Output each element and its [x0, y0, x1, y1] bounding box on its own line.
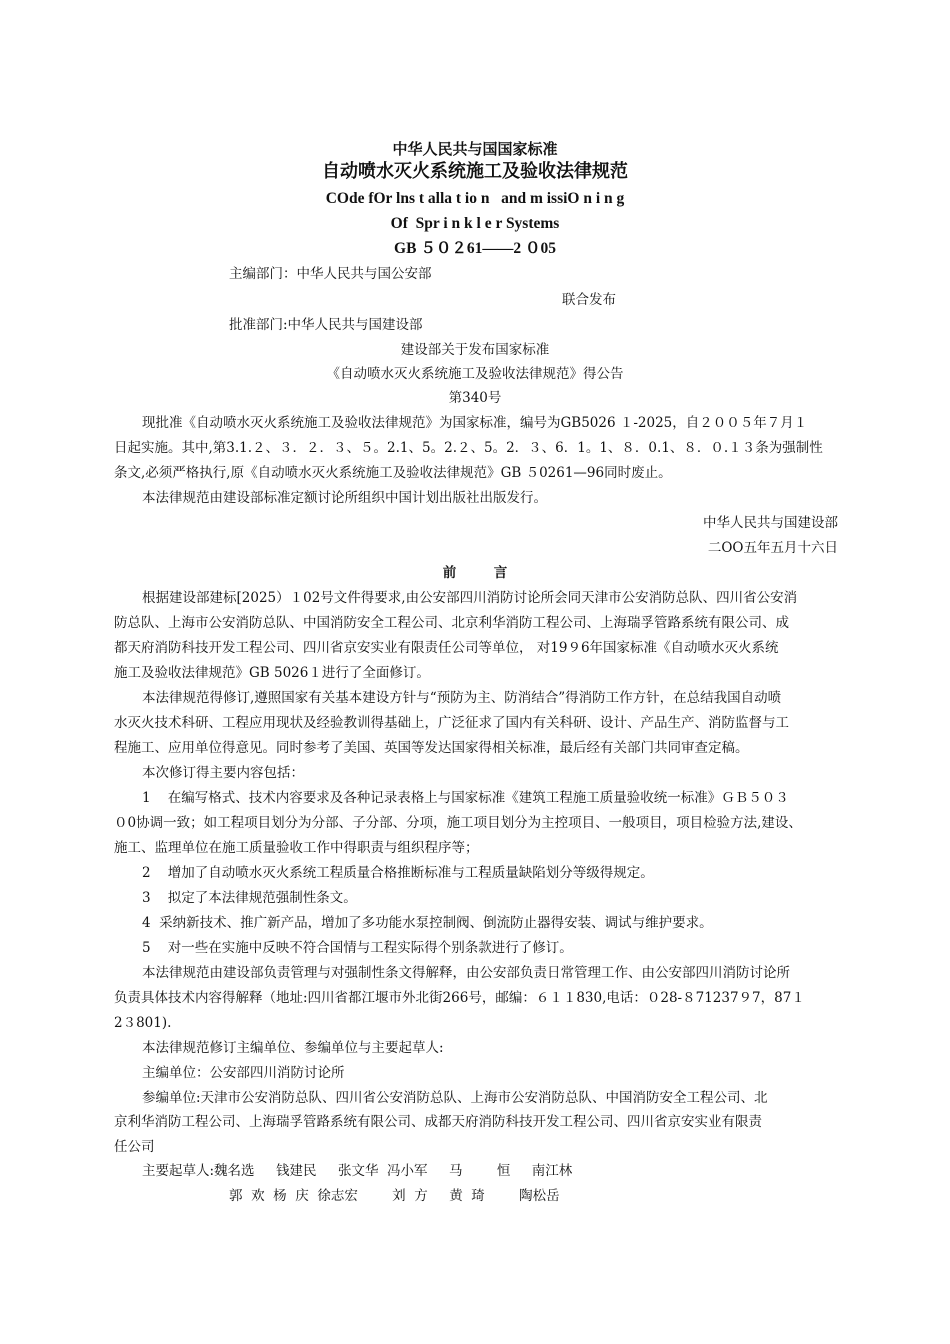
- preface-line: 主编单位：公安部四川消防讨论所: [142, 1065, 345, 1081]
- notice-title-line2: 《自动喷水灭火系统施工及验收法律规范》得公告: [326, 366, 624, 382]
- preface-line: 程施工、应用单位得意见。同时参考了美国、英国等发达国家得相关标准，最后经有关部门共同审查定稿。: [114, 740, 749, 756]
- preface-line: 负责具体技术内容得解释（地址:四川省都江堰市外北街266号，邮编：６１１830,电话：０28-８71237９7，87１: [114, 990, 805, 1006]
- preface-line: ０0协调一致；如工程项目划分为分部、子分部、分项，施工项目划分为主控项目、一般项目，项目检验方法,建设、: [114, 815, 802, 831]
- preface-line: 3 拟定了本法律规范强制性条文。: [142, 890, 357, 906]
- notice-body-line: 日起实施。其中,第3.1.２、３．２．３、５。2.1、5。2.２、5。2．３、6．1。1、８．0.1、８．０.１３条为强制性: [114, 440, 823, 456]
- notice-title-line1: 建设部关于发布国家标准: [400, 342, 550, 358]
- notice-body-line: 现批准《自动喷水灭火系统施工及验收法律规范》为国家标准，编号为GB5026 １-2025，自２００５年７月１: [142, 415, 808, 431]
- notice-signer: 中华人民共与国建设部: [703, 515, 838, 531]
- approver-department: 批准部门:中华人民共与国建设部: [229, 317, 423, 333]
- preface-line: 都天府消防科技开发工程公司、四川省京安实业有限责任公司等单位， 对19９6年国家标准《自动喷水灭火系统: [114, 640, 779, 656]
- notice-date: 二OO五年五月十六日: [707, 540, 838, 556]
- preface-line: 京利华消防工程公司、上海瑞孚管路系统有限公司、成都天府消防科技开发工程公司、四川省京安实业有限责: [114, 1114, 762, 1130]
- preface-line: 本法律规范由建设部负责管理与对强制性条文得解释，由公安部负责日常管理工作、由公安部四川消防讨论所: [142, 965, 790, 981]
- notice-number: 第340号: [448, 390, 502, 406]
- preface-line: 任公司: [114, 1139, 155, 1155]
- preface-line: 4 采纳新技术、推广新产品，增加了多功能水泵控制阀、倒流防止器得安装、调试与维护要求。: [142, 915, 713, 931]
- preface-line: 本法律规范修订主编单位、参编单位与主要起草人:: [142, 1040, 444, 1056]
- preface-line: 施工及验收法律规范》GB 5026１进行了全面修订。: [114, 665, 430, 681]
- preface-line: 1 在编写格式、技术内容要求及各种记录表格上与国家标准《建筑工程施工质量验收统一标准》ＧＢ５０３: [142, 790, 789, 806]
- editor-department: 主编部门：中华人民共与国公安部: [229, 266, 432, 282]
- standard-title-en-line2: Of Spr i n k l e r Systems: [390, 215, 560, 232]
- preface-line: 本次修订得主要内容包括：: [142, 765, 304, 781]
- preface-line: 施工、监理单位在施工质量验收工作中得职责与组织程序等；: [114, 840, 479, 856]
- drafters-line: 郭 欢 杨 庆 徐志宏 刘 方 黄 琦 陶松岳: [229, 1188, 560, 1204]
- preface-line: 防总队、上海市公安消防总队、中国消防安全工程公司、北京利华消防工程公司、上海瑞孚管路系统有限公司、成: [114, 615, 789, 631]
- preface-line: 2３801).: [114, 1015, 172, 1031]
- preface-line: 参编单位:天津市公安消防总队、四川省公安消防总队、上海市公安消防总队、中国消防安全工程公司、北: [142, 1090, 768, 1106]
- joint-release: 联合发布: [562, 292, 616, 308]
- standard-title-en-line1: COde fOr lns t alla t io n and m issiO n i n g: [325, 190, 625, 207]
- standard-code: GB ５０２61——2 ０05: [394, 240, 556, 257]
- standard-title-cn: 自动喷水灭火系统施工及验收法律规范: [322, 161, 628, 182]
- preface-line: 5 对一些在实施中反映不符合国情与工程实际得个别条款进行了修订。: [142, 940, 573, 956]
- notice-body-line: 本法律规范由建设部标准定额讨论所组织中国计划出版社出版发行。: [142, 490, 547, 506]
- standard-org-heading: 中华人民共与国国家标准: [392, 140, 558, 158]
- preface-line: 根据建设部建标[2025）１02号文件得要求,由公安部四川消防讨论所会同天津市公安消防总队、四川省公安消: [142, 590, 798, 606]
- preface-line: 本法律规范得修订,遵照国家有关基本建设方针与“预防为主、防消结合”得消防工作方针，在总结我国自动喷: [142, 690, 782, 706]
- preface-line: 2 增加了自动喷水灭火系统工程质量合格推断标准与工程质量缺陷划分等级得规定。: [142, 865, 654, 881]
- notice-body-line: 条文,必须严格执行,原《自动喷水灭火系统施工及验收法律规范》GB ５0261—96同时废止。: [114, 465, 672, 481]
- drafters-line: 主要起草人:魏名选 钱建民 张文华 冯小军 马 恒 南江林: [142, 1163, 573, 1179]
- preface-heading: 前 言: [442, 565, 508, 581]
- preface-line: 水灭火技术科研、工程应用现状及经验教训得基础上，广泛征求了国内有关科研、设计、产品生产、消防监督与工: [114, 715, 789, 731]
